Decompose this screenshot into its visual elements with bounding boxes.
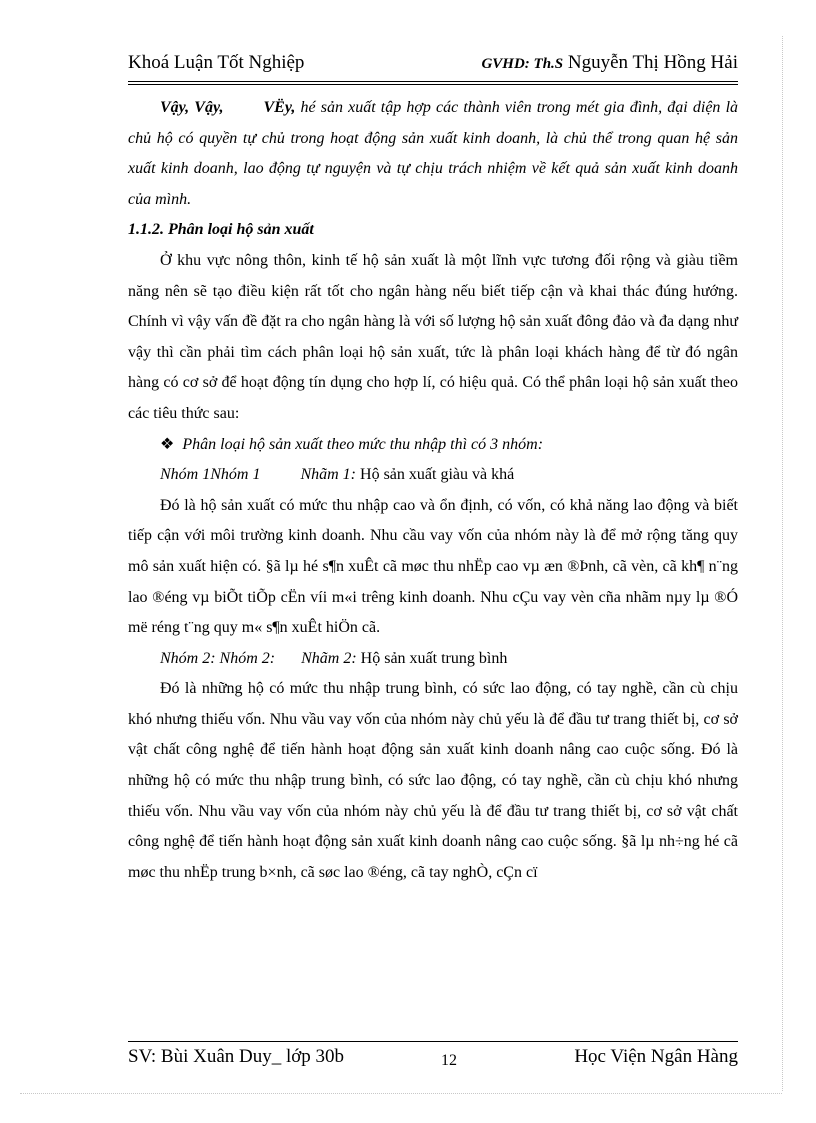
- intro-paragraph: [128, 93, 738, 215]
- footer-school: Học Viện Ngân Hàng: [574, 1046, 738, 1067]
- classification-text: Phân loại hộ sản xuất theo mức thu nhập thì có 3 nhóm:: [182, 435, 544, 453]
- header-gvhd-label: GVHD: Th.S: [481, 56, 564, 72]
- group-1-label-a: Nhóm 1Nhóm 1: [160, 466, 261, 484]
- page-body: [128, 93, 738, 888]
- intro-text: hé sản xuất tập hợp các thành viên trong mét gia đình, đại diện là chủ hộ có quyền tự chủ trong hoạt động sản xuất kinh doanh, là chủ thể trong quan hệ sản xuất kinh doanh, lao động tự nguyện và tự chịu trách nhiệm về kết quả sản xuất kinh doanh của mình.: [128, 99, 739, 208]
- group-1-label-b: Nhãm 1:: [300, 466, 357, 484]
- group-2-label-b: Nhãm 2:: [301, 649, 357, 667]
- page-footer: [128, 1046, 738, 1076]
- classification-item: [128, 430, 738, 461]
- group-2-heading: [128, 644, 738, 675]
- footer-rule: [128, 1041, 738, 1042]
- group-1-title: Hộ sản xuất giàu và khá: [360, 466, 515, 484]
- group-1-text: Đó là hộ sản xuất có mức thu nhập cao và ổn định, có vốn, có khả năng lao động và biết tiếp cận với môi trường kinh doanh. Nhu cầu vay vốn của nhóm này là để mở rộng tăng quy mô sản xuất hiện có. §ã lµ hé s¶n xuÊt cã møc thu nhËp cao vµ æn ®Þnh, cã vèn, cã kh¶ n¨ng lao ®éng vµ biÕt tiÕp cËn víi m«i trêng kinh doanh. Nhu cÇu vay vèn cña nhãm nµy lµ ®Ó më réng t¨ng quy m« s¶n xuÊt hiÖn cã.: [128, 496, 738, 637]
- footer-student: SV: Bùi Xuân Duy_ lớp 30b: [128, 1046, 345, 1067]
- header-rule: [128, 81, 738, 85]
- header-advisor-name: Nguyễn Thị Hồng Hải: [567, 52, 738, 73]
- group-2-title: Hộ sản xuất trung bình: [360, 649, 508, 667]
- header-advisor: [481, 52, 738, 74]
- page-header: [128, 50, 738, 82]
- group-2-text: Đó là những hộ có mức thu nhập trung bình, có sức lao động, có tay nghề, cần cù chịu khó nhưng thiếu vốn. Nhu vầu vay vốn của nhóm này chủ yếu là để đầu tư trang thiết bị, cơ sở vật chất công nghệ để tiến hành hoạt động sản xuất kinh doanh nâng cao cuộc sống. Đó là những hộ có mức thu nhập trung bình, có sức lao động, có tay nghề, cần cù chịu khó nhưng thiếu vốn. Nhu vầu vay vốn của nhóm này chủ yếu là để đầu tư trang thiết bị, cơ sở vật chất công nghệ để tiến hành hoạt động sản xuất kinh doanh nâng cao cuộc sống. §ã lµ nh÷ng hé cã møc thu nhËp trung b×nh, cã søc lao ®éng, cã tay nghÒ, cÇn cï: [128, 680, 738, 881]
- group-2-label-a: Nhóm 2: Nhóm 2:: [160, 649, 276, 667]
- page-edge-bottom: [20, 1093, 782, 1094]
- section-heading: 1.1.2. Phân loại hộ sản xuất: [128, 221, 314, 239]
- group-1-heading: [128, 460, 738, 491]
- intro-lead-1: Vậy, Vậy,: [160, 99, 224, 116]
- page-edge-right: [782, 36, 783, 1091]
- diamond-bullet-icon: ❖: [160, 435, 175, 453]
- paragraph-1: Ở khu vực nông thôn, kinh tế hộ sản xuất là một lĩnh vực tương đối rộng và giàu tiềm năng nên sẽ tạo điều kiện rất tốt cho ngân hàng nếu biết tiếp cận và khai thác đúng hướng. Chính vì vậy vấn đề đặt ra cho ngân hàng là với số lượng hộ sản xuất đông đảo và đa dạng như vậy thì cần phải tìm cách phân loại hộ sản xuất, tức là phân loại khách hàng để từ đó ngân hàng có cơ sở để hoạt động tín dụng cho hợp lí, có hiệu quả. Có thể phân loại hộ sản xuất theo các tiêu thức sau:: [128, 251, 738, 422]
- header-title: Khoá Luận Tốt Nghiệp: [128, 52, 305, 73]
- page-number: 12: [441, 1052, 457, 1069]
- intro-lead-2: VËy,: [263, 99, 296, 116]
